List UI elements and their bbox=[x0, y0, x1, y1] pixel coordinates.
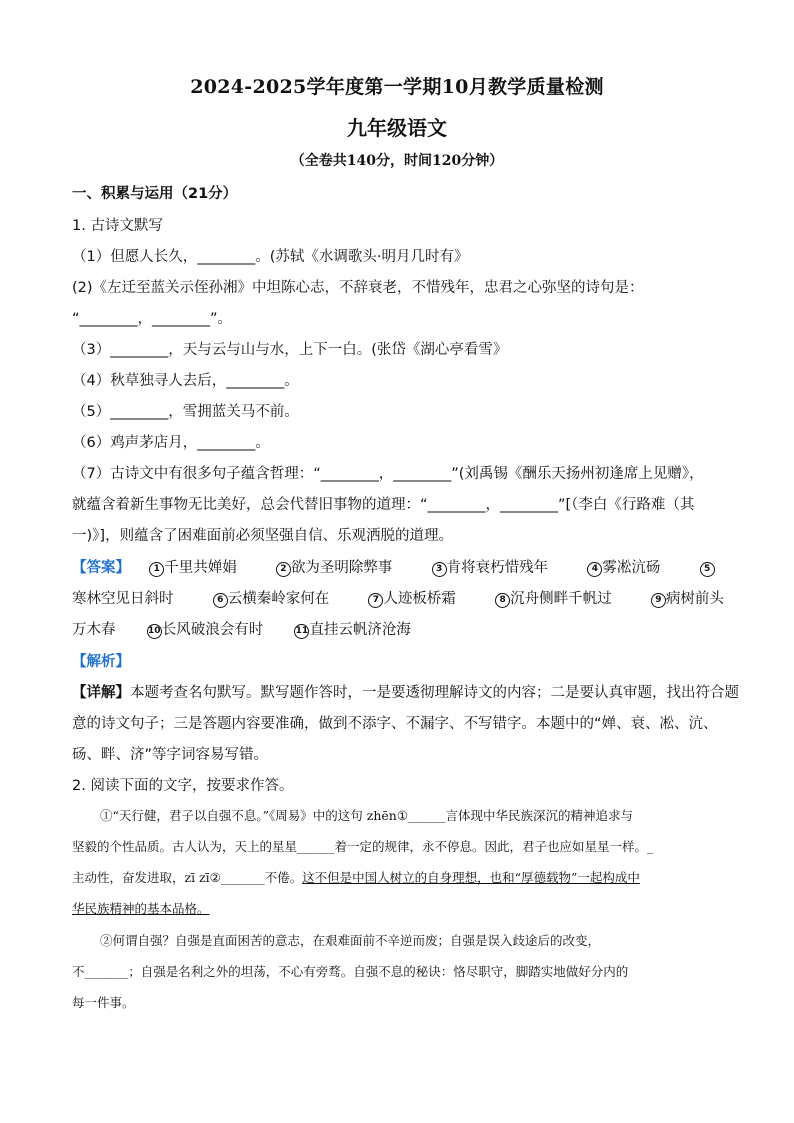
answer-text: 沉舟侧畔千帆过 bbox=[510, 591, 612, 607]
detail-tag: 【详解】 bbox=[72, 685, 130, 701]
answer-number-badge: 9 bbox=[651, 593, 666, 608]
subject-title: 九年级语文 bbox=[347, 116, 447, 140]
passage-line: 每一件事。 bbox=[72, 995, 135, 1010]
answer-text: 寒林空见日斜时 bbox=[72, 591, 174, 607]
exam-title: 2024-2025学年度第一学期10月教学质量检测 bbox=[190, 76, 604, 98]
question-1-item: （3）________，天与云与山与水，上下一白。(张岱《湖心亭看雪》 bbox=[72, 342, 508, 358]
question-1-item: （4）秋草独寻人去后，________。 bbox=[72, 373, 299, 389]
answer-row bbox=[72, 556, 715, 577]
answer-number-badge: 2 bbox=[276, 562, 291, 577]
answer-tag: 【答案】 bbox=[72, 560, 130, 576]
answer-row bbox=[72, 587, 724, 608]
answer-text: 直挂云帆济沧海 bbox=[309, 622, 411, 638]
analysis-line: 意的诗文句子；三是答题内容要准确，做到不添字、不漏字、不写错字。本题中的“婵、衰、凇、沆、 bbox=[72, 716, 718, 732]
answer-text: 长风破浪会有时 bbox=[161, 622, 264, 638]
answer-text: 雾凇沆砀 bbox=[602, 560, 661, 576]
question-1-item: （6）鸡声茅店月，________。 bbox=[72, 435, 270, 451]
answer-text: 肯将衰朽惜残年 bbox=[446, 560, 549, 576]
answer-number-badge: 3 bbox=[432, 562, 447, 577]
underlined-sentence: 这不但是中国人树立的自身理想，也和“厚德载物”一起构成中 bbox=[302, 870, 640, 885]
answer-text: 欲为圣明除弊事 bbox=[290, 560, 393, 576]
passage-text: 主动性，奋发进取，zī zī②_______不倦。 bbox=[72, 870, 303, 885]
passage-line: ②何谓自强？自强是直面困苦的意志，在艰难面前不辛逆而废；自强是误入歧途后的改变， bbox=[100, 933, 601, 948]
passage-line: ①“天行健，君子以自强不息。”《周易》中的这句 zhēn①______言体现中华民族深沉的精神追求与 bbox=[100, 808, 634, 823]
answer-text: 病树前头 bbox=[665, 591, 724, 607]
answer-number-badge: 4 bbox=[587, 562, 602, 577]
answer-text: 千里共婵娟 bbox=[164, 560, 237, 576]
question-1-item: 一)》]，则蕴含了困难面前必须坚强自信、乐观洒脱的道理。 bbox=[72, 528, 454, 544]
passage-line bbox=[72, 868, 640, 886]
answer-number-badge: 6 bbox=[213, 593, 228, 608]
question-1-item: “________，________”。 bbox=[72, 311, 233, 327]
answer-text: 万木春 bbox=[72, 622, 116, 638]
analysis-line bbox=[72, 681, 739, 702]
question-1-item: （7）古诗文中有很多句子蕴含哲理：“________，________”(刘禹锡《酬乐天扬州初逢席上见赠》， bbox=[72, 466, 704, 482]
question-1-item: （5）________，雪拥蓝关马不前。 bbox=[72, 404, 299, 420]
passage-line: 不_______；自强是名利之外的坦荡，不心有旁骛。自强不息的秘诀：恪尽职守，脚踏实地做好分内的 bbox=[72, 964, 629, 979]
answer-number-badge: 1 bbox=[149, 562, 164, 577]
answer-number-badge: 10 bbox=[147, 624, 162, 639]
exam-info: （全卷共140分，时间120分钟） bbox=[290, 153, 504, 169]
underlined-sentence: 华民族精神的基本品格。 bbox=[72, 901, 210, 916]
analysis-tag: 【解析】 bbox=[72, 654, 130, 670]
answer-number-badge: 8 bbox=[495, 593, 510, 608]
analysis-text: 本题考查名句默写。默写题作答时，一是要透彻理解诗文的内容；二是要认真审题，找出符合题 bbox=[130, 685, 739, 701]
question-1-stem: 1. 古诗文默写 bbox=[72, 218, 163, 234]
question-1-item: （1）但愿人长久，________。(苏轼《水调歌头·明月几时有》 bbox=[72, 249, 469, 265]
section-heading: 一、积累与运用（21分） bbox=[72, 186, 238, 202]
answer-row bbox=[72, 618, 411, 639]
answer-number-badge: 7 bbox=[368, 593, 383, 608]
answer-text: 人迹板桥霜 bbox=[383, 591, 456, 607]
question-2-stem: 2. 阅读下面的文字，按要求作答。 bbox=[72, 778, 294, 794]
answer-number-badge: 5 bbox=[700, 562, 715, 577]
question-1-item: 就蕴含着新生事物无比美好，总会代替旧事物的道理：“________，________”[（李白《行路难（其 bbox=[72, 497, 695, 513]
answer-number-badge: 11 bbox=[294, 624, 309, 639]
passage-line: 坚毅的个性品质。古人认为，天上的星星______着一定的规律，永不停息。因此，君子也应如星星一样。_ bbox=[72, 839, 654, 854]
answer-text: 云横秦岭家何在 bbox=[227, 591, 330, 607]
analysis-line: 砀、畔、济”等字词容易写错。 bbox=[72, 747, 269, 763]
question-1-item: (2)《左迁至蓝关示侄孙湘》中坦陈心志，不辞衰老，不惜残年，忠君之心弥坚的诗句是： bbox=[72, 280, 644, 296]
